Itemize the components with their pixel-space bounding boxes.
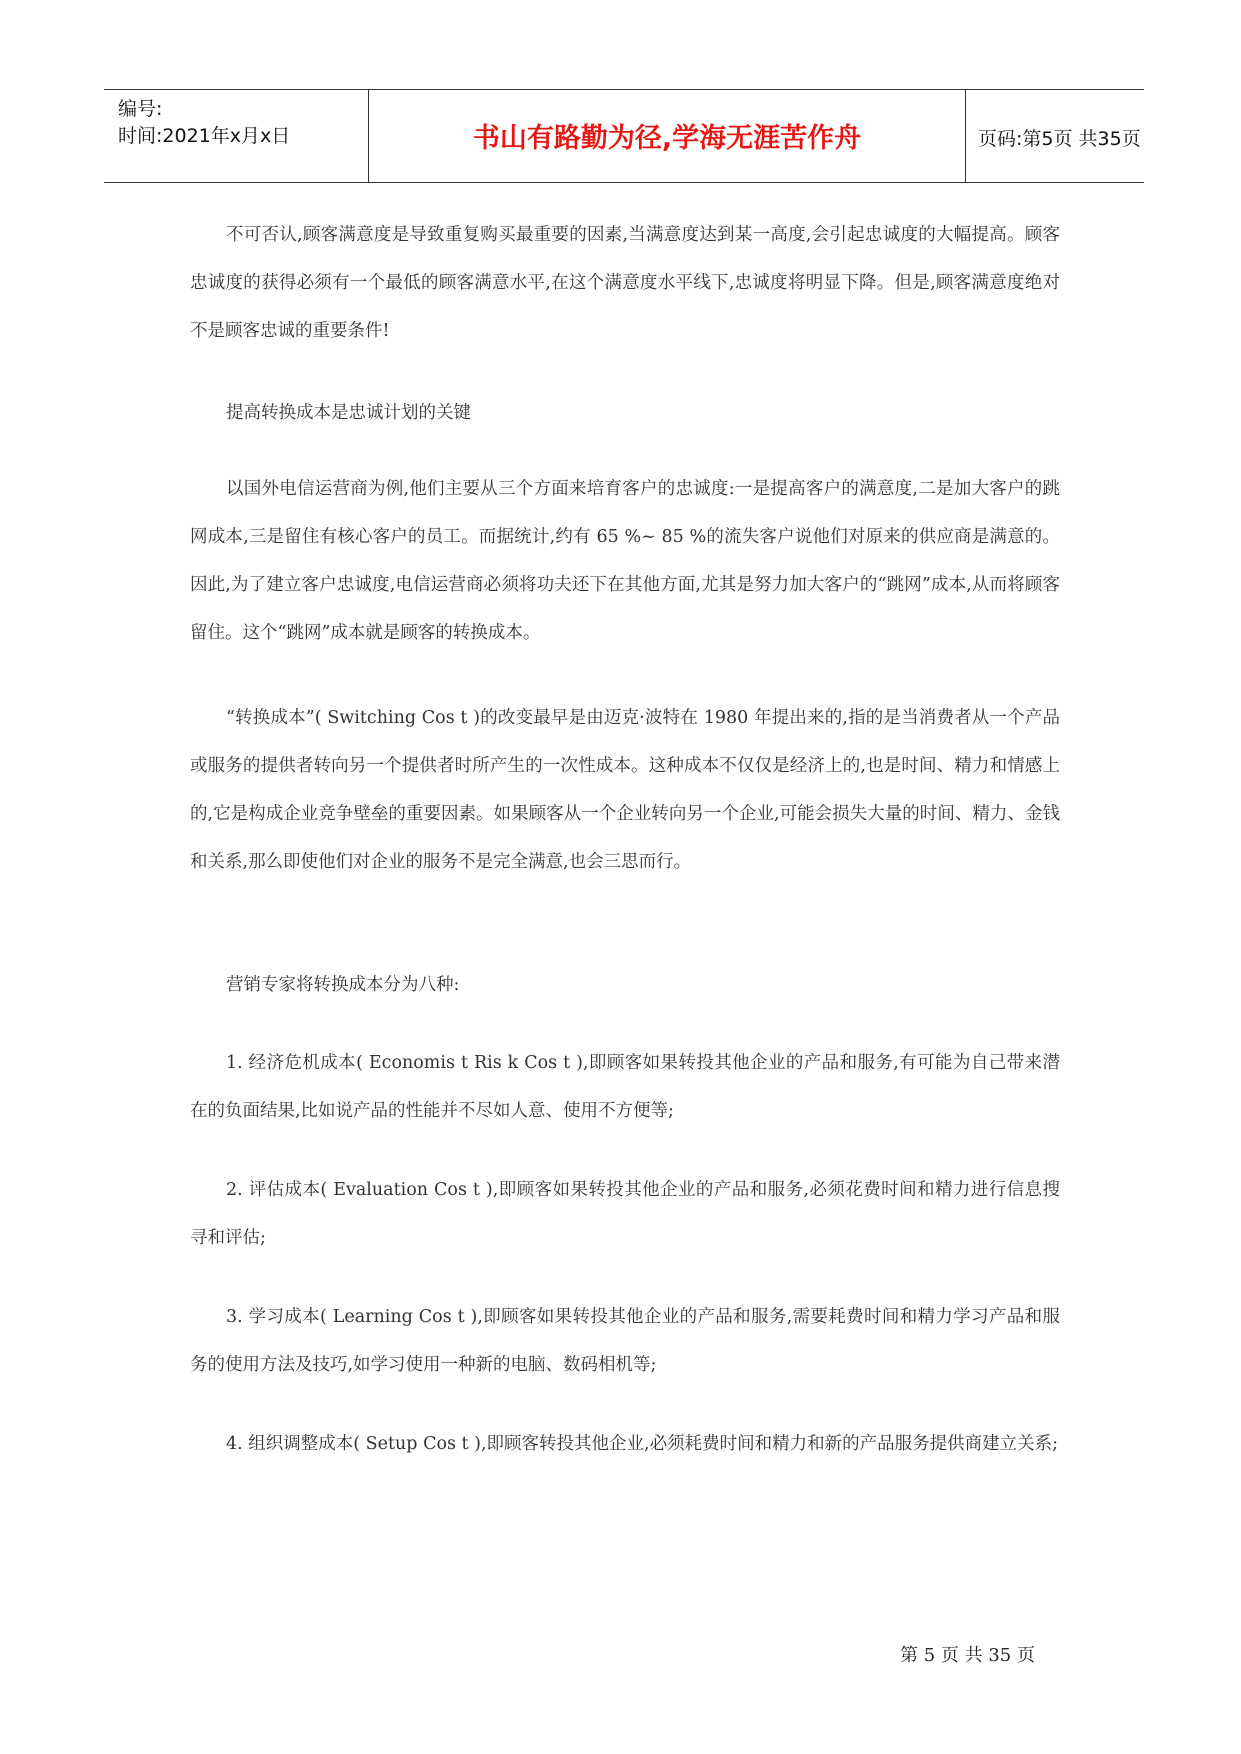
header-motto-cell xyxy=(369,90,966,182)
paragraph-switching-cost-definition: “转换成本”( Switching Cos t )的改变最早是由迈克·波特在 1980 年提出来的,指的是当消费者从一个产品或服务的提供者转向另一个提供者时所产生的一次性成本。这种成本不仅仅是经济上的,也是时间、精力和情感上的,它是构成企业竞争壁垒的重要因素。如果顾客从一个企业转向另一个企业,可能会损失大量的时间、精力、金钱和关系,那么即使他们对企业的服务不是完全满意,也会三思而行。 xyxy=(190,708,1060,872)
list-item-setup-cost: 4. 组织调整成本( Setup Cos t ),即顾客转投其他企业,必须耗费时间和精力和新的产品服务提供商建立关系; xyxy=(226,1434,1058,1454)
header-page-cell xyxy=(966,90,1144,182)
header-motto: 书山有路勤为径,学海无涯苦作舟 xyxy=(472,123,862,154)
paragraph-heading-switching-cost: 提高转换成本是忠诚计划的关键 xyxy=(226,403,471,423)
document-header xyxy=(104,89,1144,183)
paragraph-eight-types-intro: 营销专家将转换成本分为八种: xyxy=(226,975,460,995)
header-meta-cell xyxy=(104,90,369,182)
list-item-economic-risk-cost: 1. 经济危机成本( Economis t Ris k Cos t ),即顾客如果转投其他企业的产品和服务,有可能为自己带来潜在的负面结果,比如说产品的性能并不尽如人意、使用不方便等; xyxy=(190,1053,1060,1121)
header-page-info: 页码:第5页 共35页 xyxy=(978,128,1141,150)
number-label: 编号: xyxy=(118,98,163,120)
paragraph-telecom-example: 以国外电信运营商为例,他们主要从三个方面来培育客户的忠诚度:一是提高客户的满意度,二是加大客户的跳网成本,三是留住有核心客户的员工。而据统计,约有 65 %~ 85 %的流失客户说他们对原来的供应商是满意的。因此,为了建立客户忠诚度,电信运营商必须将功夫还下在其他方面,尤其是努力加大客户的“跳网”成本,从而将顾客留住。这个“跳网”成本就是顾客的转换成本。 xyxy=(190,479,1060,643)
time-label: 时间:2021年x月x日 xyxy=(118,125,291,147)
list-item-learning-cost: 3. 学习成本( Learning Cos t ),即顾客如果转投其他企业的产品和服务,需要耗费时间和精力学习产品和服务的使用方法及技巧,如学习使用一种新的电脑、数码相机等; xyxy=(190,1307,1060,1375)
page-footer: 第 5 页 共 35 页 xyxy=(900,1645,1035,1666)
paragraph-satisfaction: 不可否认,顾客满意度是导致重复购买最重要的因素,当满意度达到某一高度,会引起忠诚度的大幅提高。顾客忠诚度的获得必须有一个最低的顾客满意水平,在这个满意度水平线下,忠诚度将明显下降。但是,顾客满意度绝对不是顾客忠诚的重要条件! xyxy=(190,225,1060,341)
list-item-evaluation-cost: 2. 评估成本( Evaluation Cos t ),即顾客如果转投其他企业的产品和服务,必须花费时间和精力进行信息搜寻和评估; xyxy=(190,1180,1060,1248)
